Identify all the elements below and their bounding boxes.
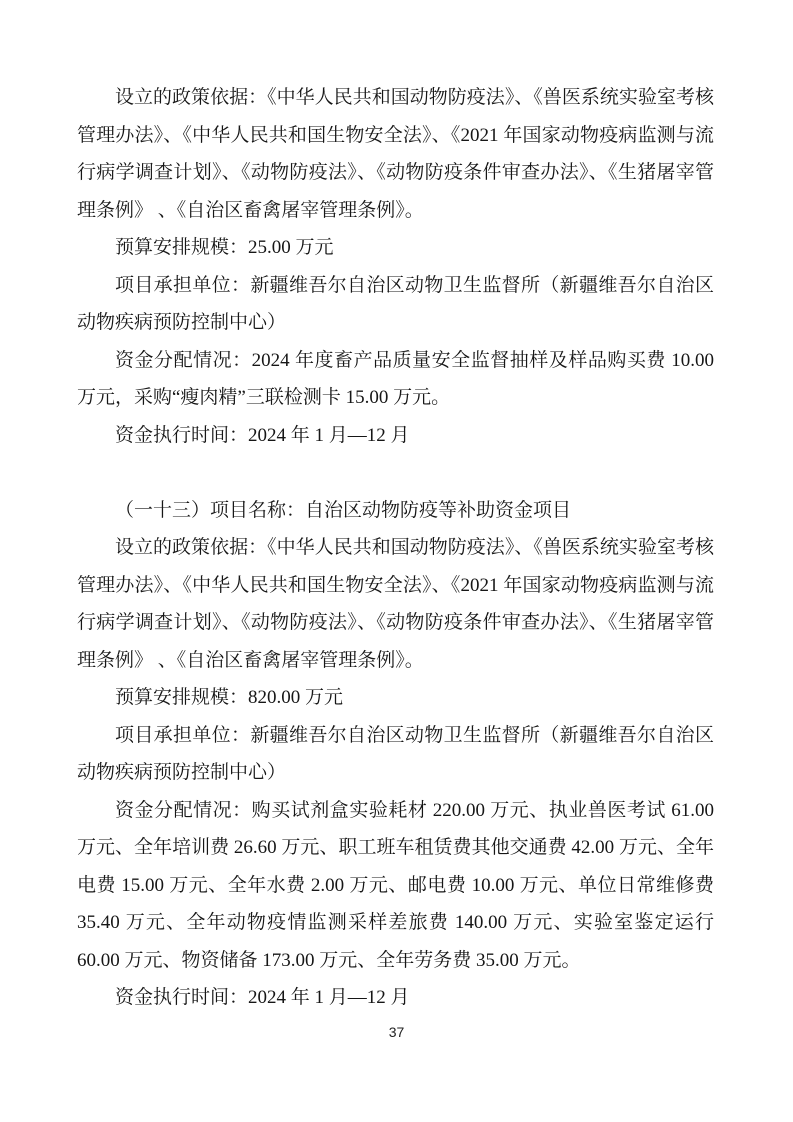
- page-number: 37: [388, 1024, 405, 1040]
- fund-allocation-paragraph: 资金分配情况：购买试剂盒实验耗材 220.00 万元、执业兽医考试 61.00 万元、全年培训费 26.60 万元、职工班车租赁费其他交通费 42.00 万元、全年电费 15.00 万元、全年水费 2.00 万元、邮电费 10.00 万元、单位日常维修费 35.40 万元、全年动物疫情监测采样差旅费 140.00 万元、实验室鉴定运行 60.00 万元、物资储备 173.00 万元、全年劳务费 35.00 万元。: [77, 799, 714, 971]
- execution-time-line: 资金执行时间：2024 年 1 月—12 月: [115, 987, 410, 1008]
- fund-allocation-paragraph: 资金分配情况：2024 年度畜产品质量安全监督抽样及样品购买费 10.00 万元，采购“瘦肉精”三联检测卡 15.00 万元。: [77, 349, 714, 408]
- budget-scale-line: 预算安排规模：25.00 万元: [115, 237, 334, 258]
- project-title-line: （一十三）项目名称：自治区动物防疫等补助资金项目: [115, 499, 572, 521]
- page-footer: [0, 1024, 793, 1042]
- policy-basis-paragraph: 设立的政策依据：《中华人民共和国动物防疫法》、《兽医系统实验室考核管理办法》、《中华人民共和国生物安全法》、《2021 年国家动物疫病监测与流行病学调查计划》、《动物防疫法》、《动物防疫条件审查办法》、《生猪屠宰管理条例》 、《自治区畜禽屠宰管理条例》。: [77, 87, 714, 221]
- section-spacer: [77, 454, 714, 492]
- budget-scale-line: 预算安排规模：820.00 万元: [115, 687, 344, 708]
- document-content: [77, 79, 714, 1017]
- execution-time-line: 资金执行时间：2024 年 1 月—12 月: [115, 424, 410, 446]
- section-project-twelve: [77, 79, 714, 454]
- undertaker-paragraph: 项目承担单位：新疆维吾尔自治区动物卫生监督所（新疆维吾尔自治区动物疾病预防控制中心）: [77, 724, 714, 783]
- undertaker-paragraph: 项目承担单位：新疆维吾尔自治区动物卫生监督所（新疆维吾尔自治区动物疾病预防控制中心）: [77, 274, 714, 333]
- policy-basis-paragraph: 设立的政策依据：《中华人民共和国动物防疫法》、《兽医系统实验室考核管理办法》、《中华人民共和国生物安全法》、《2021 年国家动物疫病监测与流行病学调查计划》、《动物防疫法》、《动物防疫条件审查办法》、《生猪屠宰管理条例》 、《自治区畜禽屠宰管理条例》。: [77, 537, 714, 671]
- section-project-thirteen: [77, 492, 714, 1017]
